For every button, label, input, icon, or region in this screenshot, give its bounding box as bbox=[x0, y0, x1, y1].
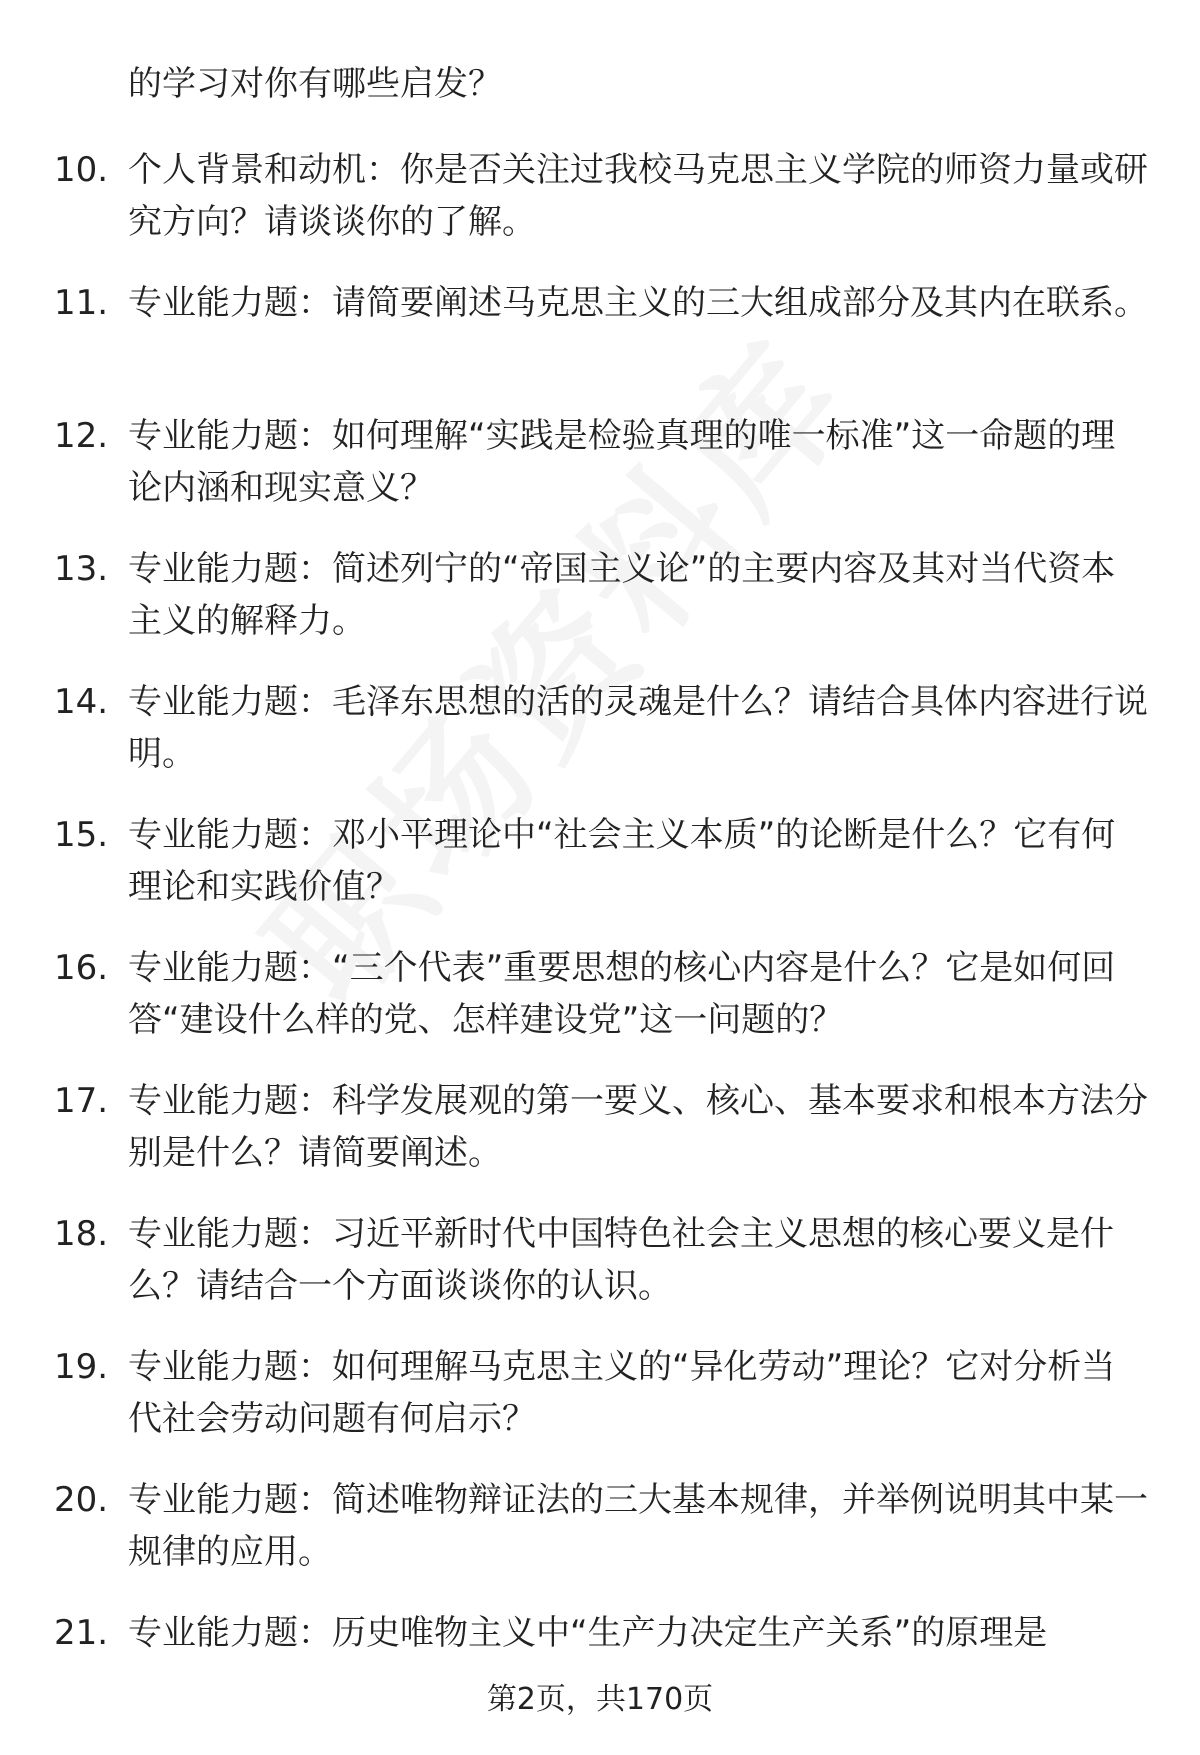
list-item bbox=[0, 1607, 1200, 1740]
item-number: 19. bbox=[54, 1347, 109, 1387]
list-item bbox=[0, 676, 1200, 809]
list-item bbox=[0, 1075, 1200, 1208]
item-text: 专业能力题：习近平新时代中国特色社会主义思想的核心要义是什么？请结合一个方面谈谈你的认识。 bbox=[128, 1214, 1114, 1306]
item-number: 13. bbox=[54, 549, 109, 589]
item-text: 专业能力题：历史唯物主义中“生产力决定生产关系”的原理是 bbox=[128, 1613, 1048, 1653]
list-item bbox=[0, 543, 1200, 676]
list-item bbox=[0, 277, 1200, 410]
item-text: 专业能力题：毛泽东思想的活的灵魂是什么？请结合具体内容进行说明。 bbox=[128, 682, 1148, 774]
item-number: 16. bbox=[54, 948, 109, 988]
item-number: 15. bbox=[54, 815, 109, 855]
continued-question-text: 的学习对你有哪些启发？ bbox=[128, 64, 502, 104]
item-text: 专业能力题：“三个代表”重要思想的核心内容是什么？它是如何回答“建设什么样的党、怎样建设党”这一问题的？ bbox=[128, 948, 1116, 1040]
item-number: 12. bbox=[54, 416, 109, 456]
item-text: 专业能力题：简述列宁的“帝国主义论”的主要内容及其对当代资本主义的解释力。 bbox=[128, 549, 1116, 641]
item-text: 专业能力题：如何理解马克思主义的“异化劳动”理论？它对分析当代社会劳动问题有何启示？ bbox=[128, 1347, 1116, 1439]
item-number: 14. bbox=[54, 682, 109, 722]
list-item bbox=[0, 144, 1200, 277]
page-footer: 第2页，共170页 bbox=[486, 1682, 714, 1717]
list-item bbox=[0, 1208, 1200, 1341]
question-list bbox=[0, 144, 1200, 1740]
list-item bbox=[0, 1474, 1200, 1607]
item-text: 专业能力题：如何理解“实践是检验真理的唯一标准”这一命题的理论内涵和现实意义？ bbox=[128, 416, 1116, 508]
item-text: 专业能力题：科学发展观的第一要义、核心、基本要求和根本方法分别是什么？请简要阐述。 bbox=[128, 1081, 1148, 1173]
list-item bbox=[0, 809, 1200, 942]
item-number: 11. bbox=[54, 283, 109, 323]
item-number: 17. bbox=[54, 1081, 109, 1121]
list-item bbox=[0, 942, 1200, 1075]
item-number: 10. bbox=[54, 150, 109, 190]
item-text: 专业能力题：邓小平理论中“社会主义本质”的论断是什么？它有何理论和实践价值？ bbox=[128, 815, 1116, 907]
item-text: 个人背景和动机：你是否关注过我校马克思主义学院的师资力量或研究方向？请谈谈你的了解。 bbox=[128, 150, 1148, 242]
list-item bbox=[0, 410, 1200, 543]
item-number: 21. bbox=[54, 1613, 109, 1653]
item-text: 专业能力题：简述唯物辩证法的三大基本规律，并举例说明其中某一规律的应用。 bbox=[128, 1480, 1148, 1572]
list-item bbox=[0, 1341, 1200, 1474]
item-text: 专业能力题：请简要阐述马克思主义的三大组成部分及其内在联系。 bbox=[128, 283, 1148, 323]
item-number: 20. bbox=[54, 1480, 109, 1520]
item-number: 18. bbox=[54, 1214, 109, 1254]
